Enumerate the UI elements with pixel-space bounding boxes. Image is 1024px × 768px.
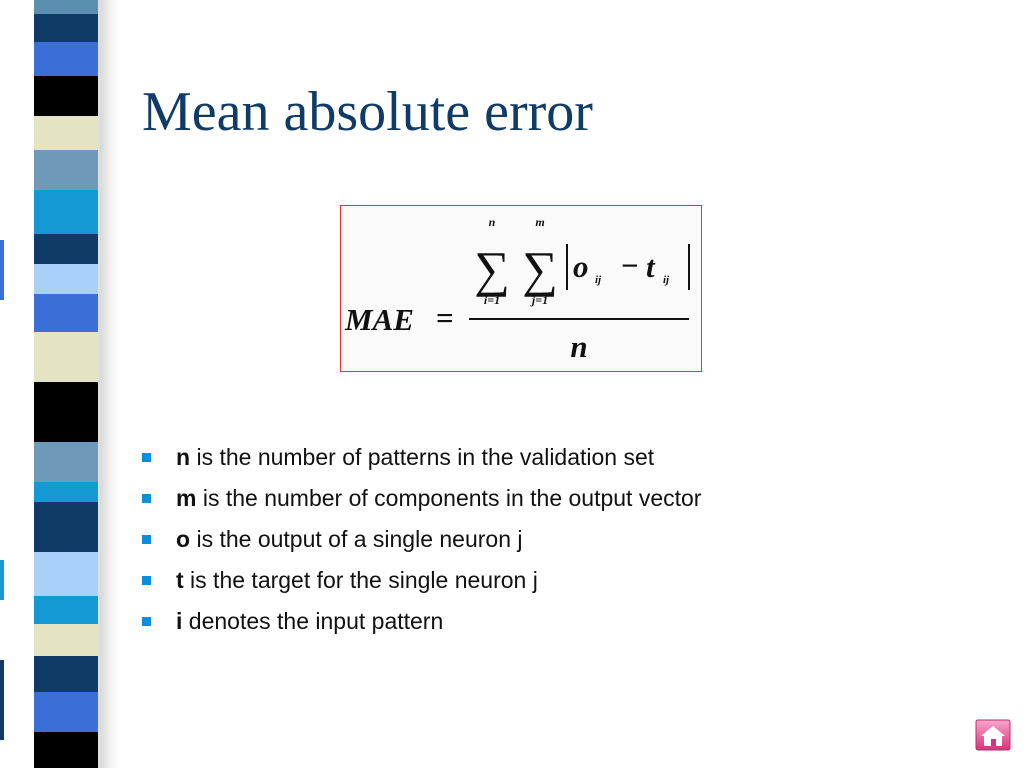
bullet-text: is the output of a single neuron j [190, 526, 523, 552]
bullet-text: denotes the input pattern [182, 608, 444, 634]
term-o: o [573, 249, 589, 284]
edge-bit [0, 560, 4, 600]
term-t-subscript: ij [663, 274, 670, 286]
list-item [140, 604, 701, 645]
mae-formula [341, 206, 701, 371]
strip-block [34, 234, 98, 264]
strip-block [34, 0, 98, 14]
list-item [140, 481, 701, 522]
bullet-text: is the target for the single neuron j [183, 567, 538, 593]
bullet-marker [142, 576, 151, 585]
home-button[interactable] [975, 719, 1011, 751]
home-icon[interactable] [975, 719, 1011, 751]
definition-list [140, 440, 701, 645]
edge-bit [0, 240, 4, 300]
strip-block [34, 502, 98, 552]
bullet-marker [142, 494, 151, 503]
formula-denominator: n [570, 329, 588, 364]
sum1-upper-limit: n [488, 215, 496, 229]
bullet-symbol: i [176, 608, 183, 634]
strip-block [34, 482, 98, 502]
strip-block [34, 190, 98, 234]
bullet-text: is the number of components in the output vector [196, 485, 702, 511]
formula-box [340, 205, 702, 372]
formula-lhs: MAE [345, 302, 414, 337]
strip-block [34, 442, 98, 482]
strip-block [34, 116, 98, 150]
formula-minus: − [621, 248, 639, 283]
strip-block [34, 264, 98, 294]
strip-block [34, 76, 98, 116]
bullet-marker [142, 535, 151, 544]
edge-bit [0, 660, 4, 740]
sum2-sigma: ∑ [522, 241, 558, 297]
strip-block [34, 14, 98, 42]
formula-equals: = [436, 300, 454, 335]
strip-block [34, 294, 98, 332]
strip-block [34, 732, 98, 768]
strip-block [34, 692, 98, 732]
bullet-text: is the number of patterns in the validation set [190, 444, 655, 470]
slide-title: Mean absolute error [142, 81, 593, 143]
strip-block [34, 596, 98, 624]
strip-block [34, 382, 98, 442]
sum2-upper-limit: m [535, 215, 545, 229]
bullet-symbol: o [176, 526, 191, 552]
strip-block [34, 332, 98, 382]
strip-block [34, 552, 98, 596]
bullet-symbol: n [176, 444, 191, 470]
list-item [140, 563, 701, 604]
decorative-color-strip [34, 0, 98, 768]
sum1-lower-limit: i=1 [483, 293, 501, 307]
bullet-marker [142, 617, 151, 626]
strip-block [34, 624, 98, 656]
sum1-sigma: ∑ [474, 241, 510, 297]
list-item [140, 522, 701, 563]
term-o-subscript: ij [595, 274, 602, 286]
strip-block [34, 656, 98, 692]
bullet-symbol: m [176, 485, 197, 511]
strip-block [34, 150, 98, 190]
list-item [140, 440, 701, 481]
strip-block [34, 42, 98, 76]
bullet-symbol: t [176, 567, 184, 593]
term-t: t [646, 249, 655, 284]
sum2-lower-limit: j=1 [531, 293, 549, 307]
bullet-marker [142, 453, 151, 462]
